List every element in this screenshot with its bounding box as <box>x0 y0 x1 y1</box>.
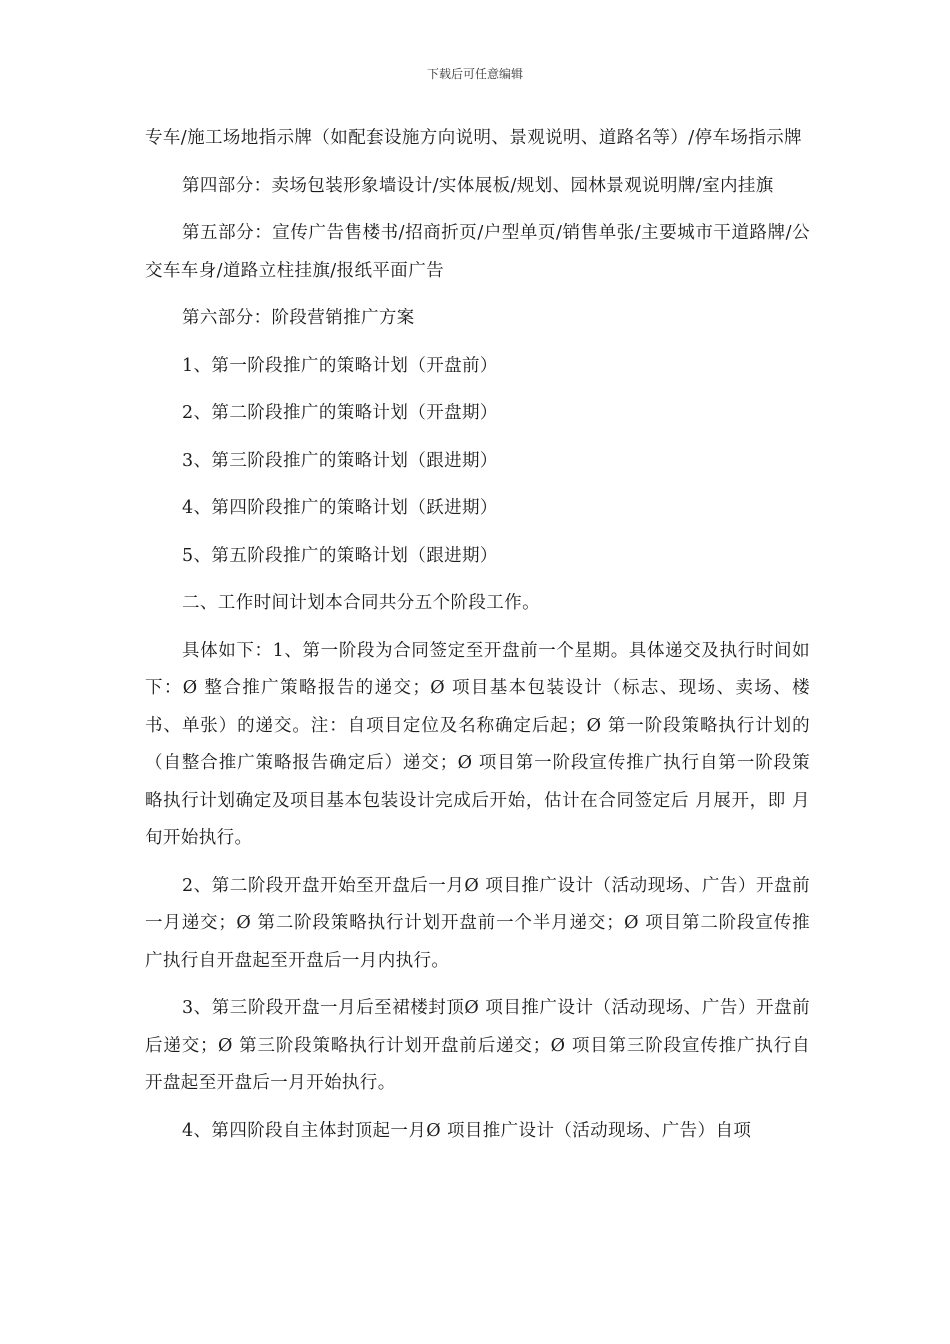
section-heading-schedule: 二、工作时间计划本合同共分五个阶段工作。 <box>182 593 540 613</box>
paragraph-part-four: 第四部分：卖场包装形象墙设计/实体展板/规划、园林景观说明牌/室内挂旗 <box>182 175 774 196</box>
page-header: 下载后可任意编辑 <box>426 67 523 81</box>
list-item-stage-4: 4、第四阶段推广的策略计划（跃进期） <box>182 498 498 518</box>
document-body <box>145 120 810 1150</box>
paragraph-stage-4-detail: 4、第四阶段自主体封顶起一月Ø 项目推广设计（活动现场、广告）自项 <box>182 1120 752 1141</box>
paragraph-stage-2-detail: 2、第二阶段开盘开始至开盘后一月Ø 项目推广设计（活动现场、广告）开盘前一月递交；Ø 第二阶段策略执行计划开盘前一个半月递交；Ø 项目第二阶段宣传推广执行自开盘起至开盘后一月内执行。 <box>145 875 810 971</box>
list-item-stage-2: 2、第二阶段推广的策略计划（开盘期） <box>182 403 498 423</box>
list-item-stage-5: 5、第五阶段推广的策略计划（跟进期） <box>182 545 498 566</box>
paragraph-part-six: 第六部分：阶段营销推广方案 <box>182 308 415 328</box>
list-item-stage-1: 1、第一阶段推广的策略计划（开盘前） <box>182 355 498 376</box>
list-item-stage-3: 3、第三阶段推广的策略计划（跟进期） <box>182 450 498 471</box>
paragraph-signage: 专车/施工场地指示牌（如配套设施方向说明、景观说明、道路名等）/停车场指示牌 <box>145 128 802 148</box>
paragraph-stage-1-detail: 具体如下：1、第一阶段为合同签定至开盘前一个星期。具体递交及执行时间如下：Ø 整合推广策略报告的递交；Ø 项目基本包装设计（标志、现场、卖场、楼书、单张）的递交。注：自项目定位及名称确定后起；Ø 第一阶段策略执行计划的（自整合推广策略报告确定后）递交；Ø 项目第一阶段宣传推广执行自第一阶段策略执行计划确定及项目基本包装设计完成后开始，估计在合同签定后 月展开，即 月 旬开始执行。 <box>145 640 810 848</box>
paragraph-part-five: 第五部分：宣传广告售楼书/招商折页/户型单页/销售单张/主要城市干道路牌/公交车车身/道路立柱挂旗/报纸平面广告 <box>145 223 810 281</box>
paragraph-stage-3-detail: 3、第三阶段开盘一月后至裙楼封顶Ø 项目推广设计（活动现场、广告）开盘前后递交；Ø 第三阶段策略执行计划开盘前后递交；Ø 项目第三阶段宣传推广执行自开盘起至开盘后一月开始执行。 <box>145 998 810 1093</box>
